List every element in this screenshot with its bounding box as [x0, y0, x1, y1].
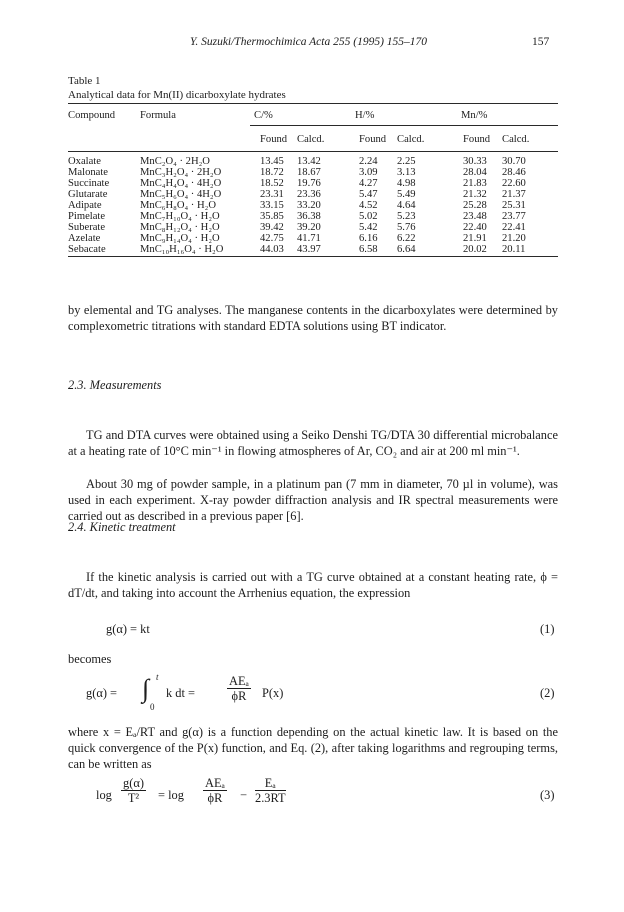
- cell-c-found: 42.75: [260, 233, 284, 244]
- cell-c-calcd: 33.20: [297, 200, 321, 211]
- cell-mn-found: 28.04: [463, 167, 487, 178]
- equation-3-fraction-3: [255, 776, 286, 805]
- cell-mn-found: 22.40: [463, 222, 487, 233]
- cell-compound: Oxalate: [68, 156, 101, 167]
- table-heading: [68, 74, 286, 102]
- cell-mn-calcd: 28.46: [502, 167, 526, 178]
- equation-2-frac-denominator: ϕR: [231, 689, 247, 703]
- equation-3-log: log: [96, 788, 112, 802]
- cell-compound: Suberate: [68, 222, 106, 233]
- cell-h-calcd: 3.13: [397, 167, 416, 178]
- paragraph-sample: About 30 mg of powder sample, in a platinum pan (7 mm in diameter, 70 µl in volume), was used in each experiment. X-ray powder diffraction analysis and IR spectral measurements were carried out as described in a previous paper [6].: [68, 477, 558, 523]
- equation-2-frac-numerator: AEₐ: [229, 674, 249, 688]
- equation-3-frac3-denominator: 2.3RT: [255, 791, 286, 805]
- cell-c-found: 35.85: [260, 211, 284, 222]
- equation-2-body: k dt =: [166, 686, 196, 700]
- table-subheader-rule: [250, 125, 558, 126]
- equation-3-frac2-denominator: ϕR: [207, 791, 223, 805]
- cell-compound: Sebacate: [68, 244, 106, 255]
- cell-mn-found: 25.28: [463, 200, 487, 211]
- cell-h-found: 5.47: [359, 189, 378, 200]
- header-carbon: C/%: [254, 110, 273, 121]
- cell-c-found: 18.52: [260, 178, 284, 189]
- equation-3-frac2-numerator: AEₐ: [205, 776, 225, 790]
- header-h-calcd: Calcd.: [397, 134, 425, 145]
- equation-2-tail: P(x): [262, 686, 284, 700]
- cell-c-calcd: 19.76: [297, 178, 321, 189]
- cell-h-calcd: 6.64: [397, 244, 416, 255]
- cell-mn-found: 20.02: [463, 244, 487, 255]
- equation-1-number: (1): [540, 622, 555, 636]
- section-heading-measurements: 2.3. Measurements: [68, 378, 162, 392]
- cell-c-found: 33.15: [260, 200, 284, 211]
- cell-h-found: 6.58: [359, 244, 378, 255]
- paragraph-tg-dta: TG and DTA curves were obtained using a Seiko Denshi TG/DTA 30 differential microbalance at a heating rate of 10°C min⁻¹ in flowing atmospheres of Ar, CO₂ and air at 200 ml min⁻¹.: [68, 428, 558, 458]
- header-h-found: Found: [359, 134, 387, 145]
- equation-3-minus: −: [240, 788, 247, 802]
- equation-2-lhs: g(α) =: [86, 686, 118, 700]
- header-formula: Formula: [140, 110, 176, 121]
- header-mn-found: Found: [463, 134, 491, 145]
- cell-c-found: 13.45: [260, 156, 284, 167]
- cell-h-found: 5.42: [359, 222, 378, 233]
- table-header-bottom-rule: [68, 151, 558, 152]
- header-hydrogen: H/%: [355, 110, 375, 121]
- cell-mn-calcd: 22.41: [502, 222, 526, 233]
- header-compound: Compound: [68, 110, 116, 121]
- table-top-rule: [68, 103, 558, 104]
- cell-h-calcd: 2.25: [397, 156, 416, 167]
- cell-c-calcd: 41.71: [297, 233, 321, 244]
- table-label: Table 1: [68, 75, 101, 87]
- cell-c-calcd: 13.42: [297, 156, 321, 167]
- cell-formula: MnC₇H₁₀O₄ · H₂O: [140, 211, 220, 222]
- cell-compound: Adipate: [68, 200, 102, 211]
- cell-mn-calcd: 20.11: [502, 244, 526, 255]
- cell-mn-calcd: 22.60: [502, 178, 526, 189]
- running-head-journal: Y. Suzuki/Thermochimica Acta 255 (1995) 155–170: [190, 36, 428, 48]
- cell-h-found: 3.09: [359, 167, 378, 178]
- equation-2-fraction: [227, 674, 251, 703]
- cell-mn-found: 21.32: [463, 189, 487, 200]
- cell-c-calcd: 43.97: [297, 244, 321, 255]
- cell-formula: MnC₄H₄O₄ · 4H₂O: [140, 178, 222, 189]
- paragraph-analysis: by elemental and TG analyses. The manganese contents in the dicarboxylates were determined by complexometric titrations with standard EDTA solutions using BT indicator.: [68, 303, 558, 333]
- cell-compound: Glutarate: [68, 189, 108, 200]
- cell-c-found: 23.31: [260, 189, 284, 200]
- cell-mn-found: 23.48: [463, 211, 487, 222]
- cell-h-calcd: 5.23: [397, 211, 416, 222]
- equation-3-fraction-1: [121, 776, 146, 805]
- cell-h-found: 6.16: [359, 233, 378, 244]
- cell-mn-found: 21.83: [463, 178, 487, 189]
- cell-formula: MnC₃H₂O₄ · 2H₂O: [140, 167, 222, 178]
- cell-h-calcd: 4.98: [397, 178, 416, 189]
- cell-compound: Azelate: [68, 233, 101, 244]
- header-manganese: Mn/%: [461, 110, 488, 121]
- cell-h-found: 5.02: [359, 211, 378, 222]
- table-bottom-rule: [68, 256, 558, 257]
- cell-mn-calcd: 21.37: [502, 189, 526, 200]
- cell-h-calcd: 5.49: [397, 189, 416, 200]
- cell-formula: MnC₆H₈O₄ · H₂O: [140, 200, 216, 211]
- paragraph-becomes: becomes: [68, 652, 112, 666]
- equation-3-frac3-numerator: Eₐ: [255, 776, 286, 791]
- cell-h-found: 4.27: [359, 178, 378, 189]
- integral-upper-limit: t: [156, 672, 159, 682]
- cell-mn-calcd: 21.20: [502, 233, 526, 244]
- cell-mn-found: 30.33: [463, 156, 487, 167]
- cell-c-found: 39.42: [260, 222, 284, 233]
- cell-compound: Malonate: [68, 167, 109, 178]
- cell-h-calcd: 6.22: [397, 233, 416, 244]
- cell-h-found: 2.24: [359, 156, 378, 167]
- header-c-calcd: Calcd.: [297, 134, 325, 145]
- cell-c-calcd: 39.20: [297, 222, 321, 233]
- cell-c-found: 18.72: [260, 167, 284, 178]
- equation-1: g(α) = kt: [106, 622, 150, 636]
- cell-formula: MnC₉H₁₄O₄ · H₂O: [140, 233, 220, 244]
- cell-formula: MnC₈H₁₂O₄ · H₂O: [140, 222, 220, 233]
- equation-3-frac1-numerator: g(α): [123, 776, 144, 790]
- integral-lower-limit: 0: [150, 702, 155, 712]
- cell-h-calcd: 4.64: [397, 200, 416, 211]
- header-c-found: Found: [260, 134, 288, 145]
- equation-3-number: (3): [540, 788, 555, 802]
- equation-3-fraction-2: [203, 776, 227, 805]
- paragraph-kinetic-intro: If the kinetic analysis is carried out with a TG curve obtained at a constant heating rate, ϕ = dT/dt, and taking into account the Arrhenius equation, the expression: [68, 570, 558, 600]
- cell-mn-found: 21.91: [463, 233, 487, 244]
- cell-h-found: 4.52: [359, 200, 378, 211]
- cell-c-calcd: 36.38: [297, 211, 321, 222]
- equation-3-frac1-denominator: T²: [127, 791, 140, 805]
- cell-compound: Pimelate: [68, 211, 106, 222]
- cell-c-calcd: 23.36: [297, 189, 321, 200]
- section-heading-kinetic: 2.4. Kinetic treatment: [68, 520, 176, 534]
- integral-sign: ∫: [142, 674, 150, 703]
- table-caption: Analytical data for Mn(II) dicarboxylate hydrates: [68, 89, 286, 101]
- cell-c-calcd: 18.67: [297, 167, 321, 178]
- equation-3-equals-log: = log: [158, 788, 184, 802]
- cell-formula: MnC₁₀H₁₆O₄ · H₂O: [140, 244, 224, 255]
- paragraph-where: where x = Eₐ/RT and g(α) is a function depending on the actual kinetic law. It is based on the quick convergence of the P(x) function, and Eq. (2), after taking logarithms and regrouping terms, can be written as: [68, 725, 558, 771]
- cell-c-found: 44.03: [260, 244, 284, 255]
- cell-formula: MnC₅H₆O₄ · 4H₂O: [140, 189, 222, 200]
- page-number: 157: [532, 36, 550, 48]
- cell-compound: Succinate: [68, 178, 110, 189]
- cell-mn-calcd: 23.77: [502, 211, 526, 222]
- cell-h-calcd: 5.76: [397, 222, 416, 233]
- equation-2-number: (2): [540, 686, 555, 700]
- cell-formula: MnC₂O₄ · 2H₂O: [140, 156, 210, 167]
- cell-mn-calcd: 25.31: [502, 200, 526, 211]
- cell-mn-calcd: 30.70: [502, 156, 526, 167]
- header-mn-calcd: Calcd.: [502, 134, 530, 145]
